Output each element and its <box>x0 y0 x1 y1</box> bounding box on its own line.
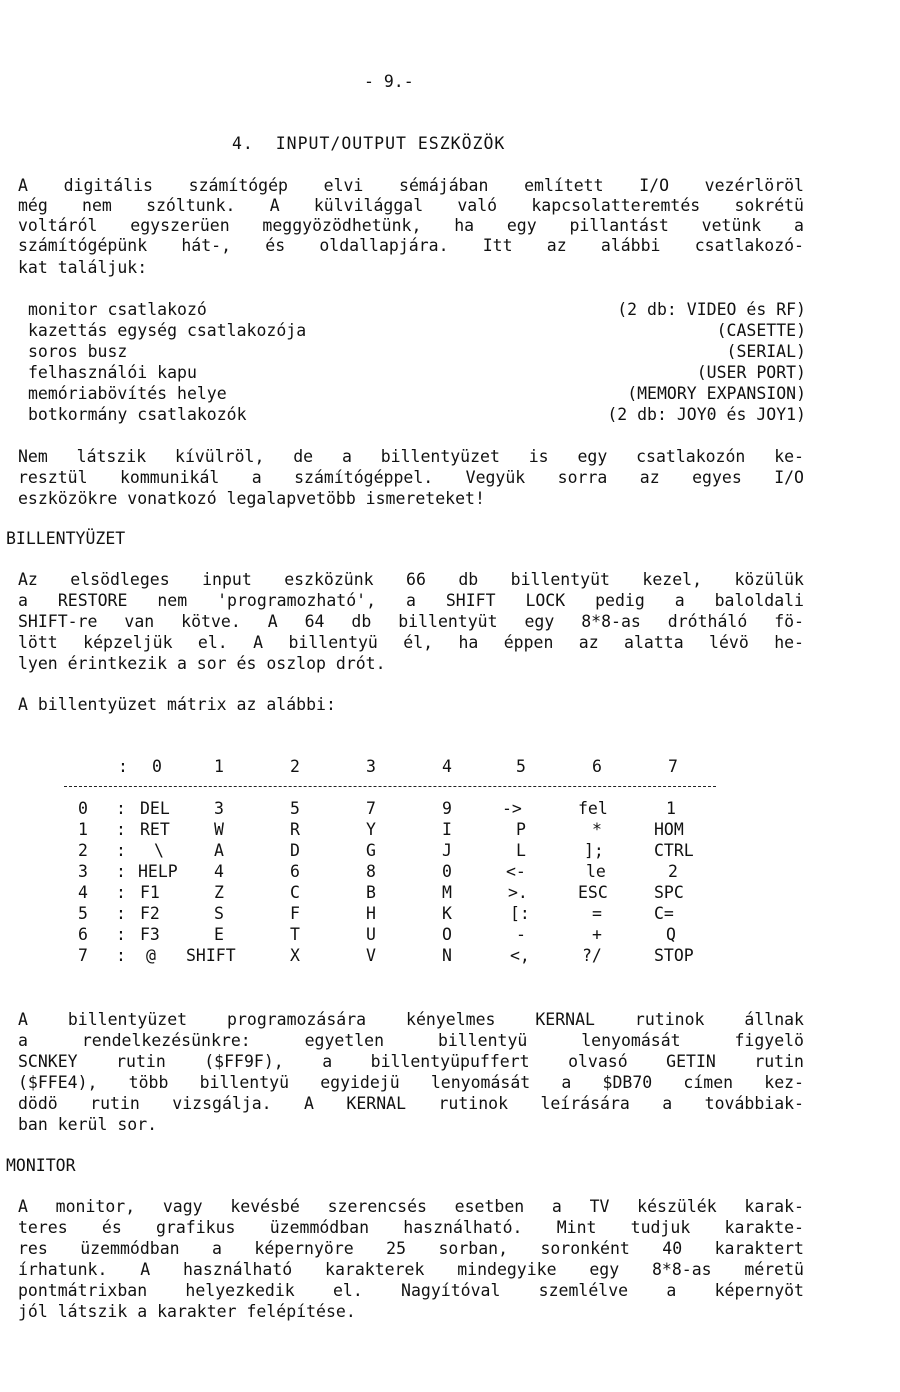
matrix-column-header: 2 <box>290 757 300 776</box>
list-item <box>28 363 806 383</box>
matrix-column-header: 3 <box>366 757 376 776</box>
connector-name: kazettás egység csatlakozója <box>28 321 307 340</box>
matrix-cell: -> <box>502 799 522 818</box>
matrix-column-header: 0 <box>152 757 162 776</box>
text-line: lyen érintkezik a sor és oszlop drót. <box>18 654 386 673</box>
matrix-row-index: 5 <box>78 904 88 923</box>
matrix-cell: le <box>586 862 606 881</box>
matrix-row <box>60 861 720 882</box>
matrix-column-header: 7 <box>668 757 678 776</box>
connector-name: memóriabövítés helye <box>28 384 227 403</box>
matrix-cell: F2 <box>140 904 160 923</box>
text-line: pontmátrixban helyezkedik el. Nagyítóval szemlélve a képernyöt <box>18 1281 804 1300</box>
matrix-cell: ?/ <box>582 946 602 965</box>
matrix-row-index: 0 <box>78 799 88 818</box>
matrix-column-header: 6 <box>592 757 602 776</box>
matrix-row <box>60 924 720 945</box>
matrix-separator: : <box>116 883 126 902</box>
matrix-cell: CTRL <box>654 841 694 860</box>
matrix-cell: I <box>442 820 452 839</box>
matrix-separator: : <box>116 946 126 965</box>
matrix-cell: 5 <box>290 799 300 818</box>
text-line: még nem szóltunk. A külvilággal való kapcsolatteremtés sokrétü <box>18 196 804 215</box>
matrix-row <box>60 819 720 840</box>
matrix-row <box>60 903 720 924</box>
text-line: A monitor, vagy kevésbé szerencsés esetben a TV készülék karak- <box>18 1197 804 1216</box>
page-number: - 9.- <box>364 72 414 91</box>
matrix-cell: RET <box>140 820 170 839</box>
matrix-cell: 1 <box>666 799 676 818</box>
matrix-cell: >. <box>508 883 528 902</box>
text-line: a rendelkezésünkre: egyetlen billentyü lenyomását figyelö <box>18 1031 804 1050</box>
text-line: teres és grafikus üzemmódban használható. Mint tudjuk karakte- <box>18 1218 804 1237</box>
matrix-row-index: 3 <box>78 862 88 881</box>
text-line: Nem látszik kívülröl, de a billentyüzet is egy csatlakozón ke- <box>18 447 804 466</box>
matrix-cell: C <box>290 883 300 902</box>
matrix-cell: 8 <box>366 862 376 881</box>
matrix-cell: 3 <box>214 799 224 818</box>
matrix-cell: K <box>442 904 452 923</box>
matrix-cell: \ <box>154 841 164 860</box>
matrix-cell: 7 <box>366 799 376 818</box>
text-line: jól látszik a karakter felépítése. <box>18 1302 356 1321</box>
matrix-separator: : <box>116 820 126 839</box>
matrix-cell: B <box>366 883 376 902</box>
matrix-cell: M <box>442 883 452 902</box>
matrix-cell: [: <box>510 904 530 923</box>
matrix-cell: G <box>366 841 376 860</box>
connector-label: (USER PORT) <box>696 363 806 382</box>
matrix-row-index: 1 <box>78 820 88 839</box>
matrix-divider <box>64 786 716 787</box>
matrix-cell: W <box>214 820 224 839</box>
matrix-cell: X <box>290 946 300 965</box>
matrix-separator: : <box>118 757 128 776</box>
matrix-cell: * <box>592 820 602 839</box>
matrix-cell: SHIFT <box>186 946 236 965</box>
matrix-cell: V <box>366 946 376 965</box>
text-line: ban kerül sor. <box>18 1115 158 1134</box>
matrix-column-header: 4 <box>442 757 452 776</box>
list-item <box>28 384 806 404</box>
matrix-row <box>60 882 720 903</box>
matrix-row-index: 4 <box>78 883 88 902</box>
text-line: Az elsödleges input eszközünk 66 db billentyüt kezel, közülük <box>18 570 804 589</box>
text-line: voltáról egyszerüen meggyözödhetünk, ha egy pillantást vetünk a <box>18 216 804 235</box>
matrix-cell: F <box>290 904 300 923</box>
matrix-separator: : <box>116 925 126 944</box>
matrix-cell: R <box>290 820 300 839</box>
connector-name: felhasználói kapu <box>28 363 197 382</box>
matrix-cell: ]; <box>584 841 604 860</box>
matrix-row <box>60 945 720 966</box>
matrix-cell: HELP <box>138 862 178 881</box>
matrix-cell: 0 <box>442 862 452 881</box>
connector-name: botkormány csatlakozók <box>28 405 247 424</box>
text-line: A digitális számítógép elvi sémájában említett I/O vezérlöröl <box>18 176 804 195</box>
matrix-header-row <box>60 756 720 777</box>
matrix-separator: : <box>116 841 126 860</box>
matrix-cell: 4 <box>214 862 224 881</box>
matrix-cell: = <box>592 904 602 923</box>
matrix-cell: 6 <box>290 862 300 881</box>
matrix-cell: U <box>366 925 376 944</box>
text-line: A billentyüzet programozására kényelmes KERNAL rutinok állnak <box>18 1010 804 1029</box>
matrix-cell: @ <box>146 946 156 965</box>
matrix-cell: H <box>366 904 376 923</box>
text-line: res üzemmódban a képernyöre 25 sorban, soronként 40 karaktert <box>18 1239 804 1258</box>
text-line: dödö rutin vizsgálja. A KERNAL rutinok leírására a továbbiak- <box>18 1094 804 1113</box>
matrix-cell: ESC <box>578 883 608 902</box>
list-item <box>28 300 806 320</box>
matrix-cell: O <box>442 925 452 944</box>
matrix-cell: 9 <box>442 799 452 818</box>
matrix-cell: P <box>516 820 526 839</box>
connector-label: (CASETTE) <box>716 321 806 340</box>
text-line: számítógépünk hát-, és oldallapjára. Itt az alábbi csatlakozó- <box>18 236 804 255</box>
matrix-cell: F3 <box>140 925 160 944</box>
matrix-cell: <- <box>506 862 526 881</box>
matrix-column-header: 5 <box>516 757 526 776</box>
matrix-cell: STOP <box>654 946 694 965</box>
matrix-cell: T <box>290 925 300 944</box>
text-line: kat találjuk: <box>18 258 148 277</box>
matrix-row <box>60 840 720 861</box>
matrix-row-index: 7 <box>78 946 88 965</box>
matrix-cell: E <box>214 925 224 944</box>
matrix-separator: : <box>116 862 126 881</box>
matrix-cell: + <box>592 925 602 944</box>
list-item <box>28 405 806 425</box>
chapter-title: 4. INPUT/OUTPUT ESZKÖZÖK <box>232 134 506 153</box>
connector-label: (MEMORY EXPANSION) <box>627 384 806 403</box>
matrix-row-index: 6 <box>78 925 88 944</box>
matrix-cell: Z <box>214 883 224 902</box>
matrix-cell: HOM <box>654 820 684 839</box>
list-item <box>28 321 806 341</box>
matrix-cell: 2 <box>668 862 678 881</box>
matrix-separator: : <box>116 904 126 923</box>
matrix-intro: A billentyüzet mátrix az alábbi: <box>18 695 336 714</box>
matrix-row <box>60 798 720 819</box>
section-heading-keyboard: BILLENTYÜZET <box>6 529 126 548</box>
text-line: lött képzeljük el. A billentyü él, ha éppen az alatta lévö he- <box>18 633 804 652</box>
text-line: SCNKEY rutin ($FF9F), a billentyüpuffert olvasó GETIN rutin <box>18 1052 804 1071</box>
matrix-row-index: 2 <box>78 841 88 860</box>
text-line: ($FFE4), több billentyü egyidejü lenyomását a $DB70 címen kez- <box>18 1073 804 1092</box>
connector-label: (2 db: JOY0 és JOY1) <box>607 405 806 424</box>
matrix-cell: DEL <box>140 799 170 818</box>
section-heading-monitor: MONITOR <box>6 1156 76 1175</box>
matrix-cell: D <box>290 841 300 860</box>
matrix-cell: F1 <box>140 883 160 902</box>
text-line: eszközökre vonatkozó legalapvetöbb ismereteket! <box>18 489 485 508</box>
connector-name: soros busz <box>28 342 128 361</box>
matrix-cell: Q <box>666 925 676 944</box>
matrix-cell: fel <box>578 799 608 818</box>
matrix-cell: A <box>214 841 224 860</box>
matrix-cell: L <box>516 841 526 860</box>
matrix-separator: : <box>116 799 126 818</box>
matrix-cell: SPC <box>654 883 684 902</box>
matrix-column-header: 1 <box>214 757 224 776</box>
matrix-cell: C= <box>654 904 674 923</box>
connector-name: monitor csatlakozó <box>28 300 207 319</box>
list-item <box>28 342 806 362</box>
text-line: a RESTORE nem 'programozható', a SHIFT LOCK pedig a baloldali <box>18 591 804 610</box>
matrix-cell: Y <box>366 820 376 839</box>
connector-label: (SERIAL) <box>726 342 806 361</box>
matrix-cell: J <box>442 841 452 860</box>
matrix-cell: - <box>516 925 526 944</box>
matrix-cell: N <box>442 946 452 965</box>
matrix-cell: <, <box>510 946 530 965</box>
connector-label: (2 db: VIDEO és RF) <box>617 300 806 319</box>
text-line: SHIFT-re van kötve. A 64 db billentyüt egy 8*8-as drótháló fö- <box>18 612 804 631</box>
text-line: resztül kommunikál a számítógéppel. Vegyük sorra az egyes I/O <box>18 468 804 487</box>
matrix-cell: S <box>214 904 224 923</box>
text-line: írhatunk. A használható karakterek mindegyike egy 8*8-as méretü <box>18 1260 804 1279</box>
